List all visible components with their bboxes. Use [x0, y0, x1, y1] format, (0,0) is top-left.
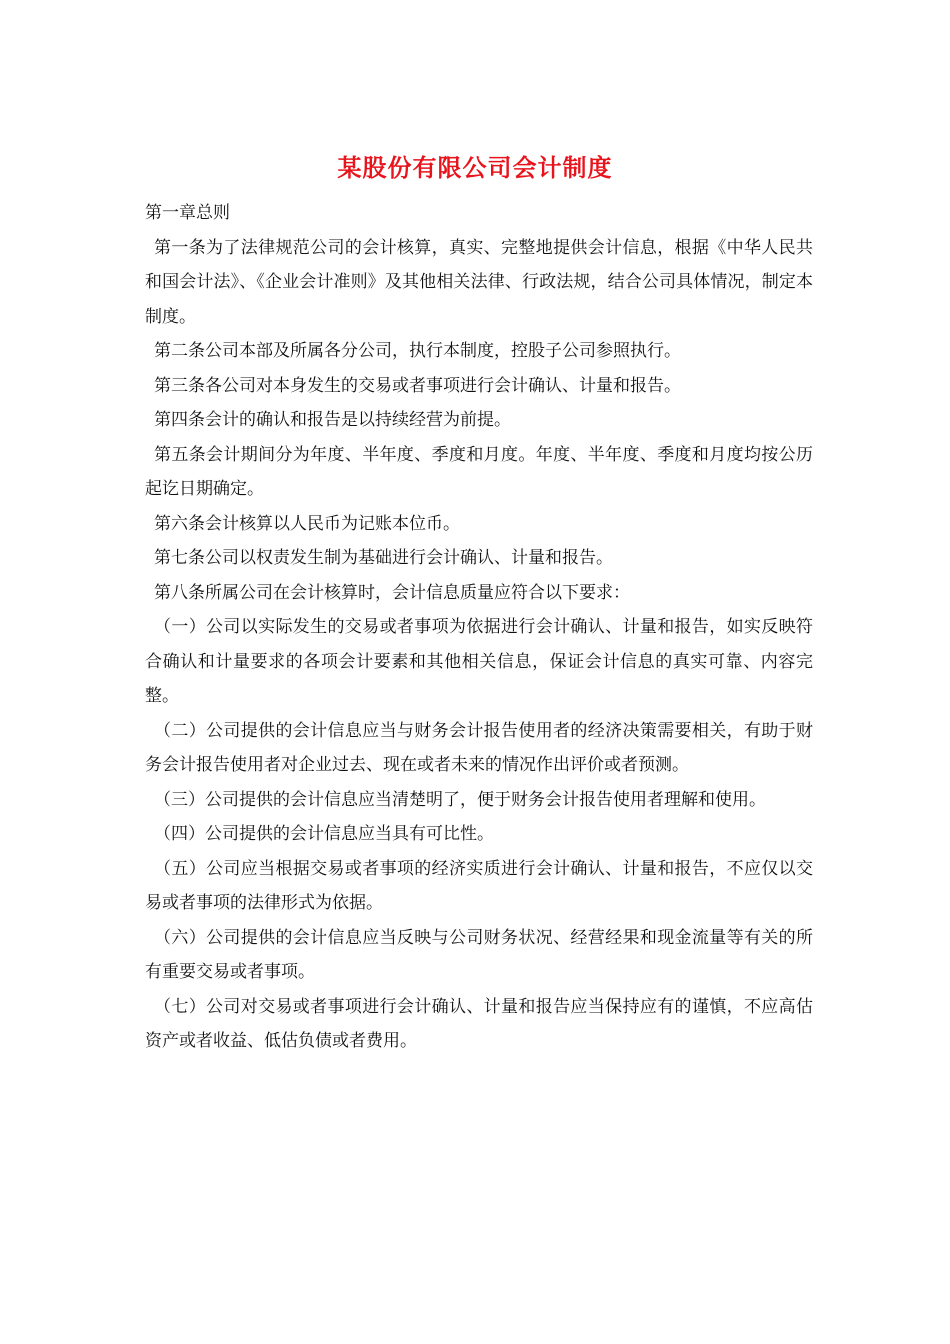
- article-3: 第三条各公司对本身发生的交易或者事项进行会计确认、计量和报告。: [154, 375, 681, 396]
- chapter-heading: 第一章总则: [145, 203, 230, 223]
- document-title: 某股份有限公司会计制度: [337, 153, 613, 182]
- article-8: 第八条所属公司在会计核算时，会计信息质量应符合以下要求：: [154, 582, 630, 603]
- list-item-5: （五）公司应当根据交易或者事项的经济实质进行会计确认、计量和报告，不应仅以交易或者事项的法律形式为依据。: [145, 858, 813, 913]
- article-1: 第一条为了法律规范公司的会计核算，真实、完整地提供会计信息，根据《中华人民共和国会计法》、《企业会计准则》及其他相关法律、行政法规，结合公司具体情况，制定本制度。: [145, 237, 813, 327]
- article-7: 第七条公司以权责发生制为基础进行会计确认、计量和报告。: [154, 548, 613, 568]
- article-6: 第六条会计核算以人民币为记账本位币。: [154, 513, 460, 534]
- list-item-6: （六）公司提供的会计信息应当反映与公司财务状况、经营经果和现金流量等有关的所有重要交易或者事项。: [145, 927, 813, 982]
- article-4: 第四条会计的确认和报告是以持续经营为前提。: [154, 410, 511, 430]
- article-2: 第二条公司本部及所属各分公司，执行本制度，控股子公司参照执行。: [154, 341, 681, 361]
- list-item-1: （一）公司以实际发生的交易或者事项为依据进行会计确认、计量和报告，如实反映符合确认和计量要求的各项会计要素和其他相关信息，保证会计信息的真实可靠、内容完整。: [145, 617, 813, 706]
- list-item-3: （三）公司提供的会计信息应当清楚明了，便于财务会计报告使用者理解和使用。: [154, 789, 766, 810]
- list-item-2: （二）公司提供的会计信息应当与财务会计报告使用者的经济决策需要相关，有助于财务会计报告使用者对企业过去、现在或者未来的情况作出评价或者预测。: [145, 720, 813, 775]
- list-item-7: （七）公司对交易或者事项进行会计确认、计量和报告应当保持应有的谨慎，不应高估资产或者收益、低估负债或者费用。: [145, 996, 813, 1051]
- document-body: [145, 196, 813, 1059]
- article-5: 第五条会计期间分为年度、半年度、季度和月度。年度、半年度、季度和月度均按公历起讫日期确定。: [145, 444, 813, 499]
- list-item-4: （四）公司提供的会计信息应当具有可比性。: [154, 824, 494, 844]
